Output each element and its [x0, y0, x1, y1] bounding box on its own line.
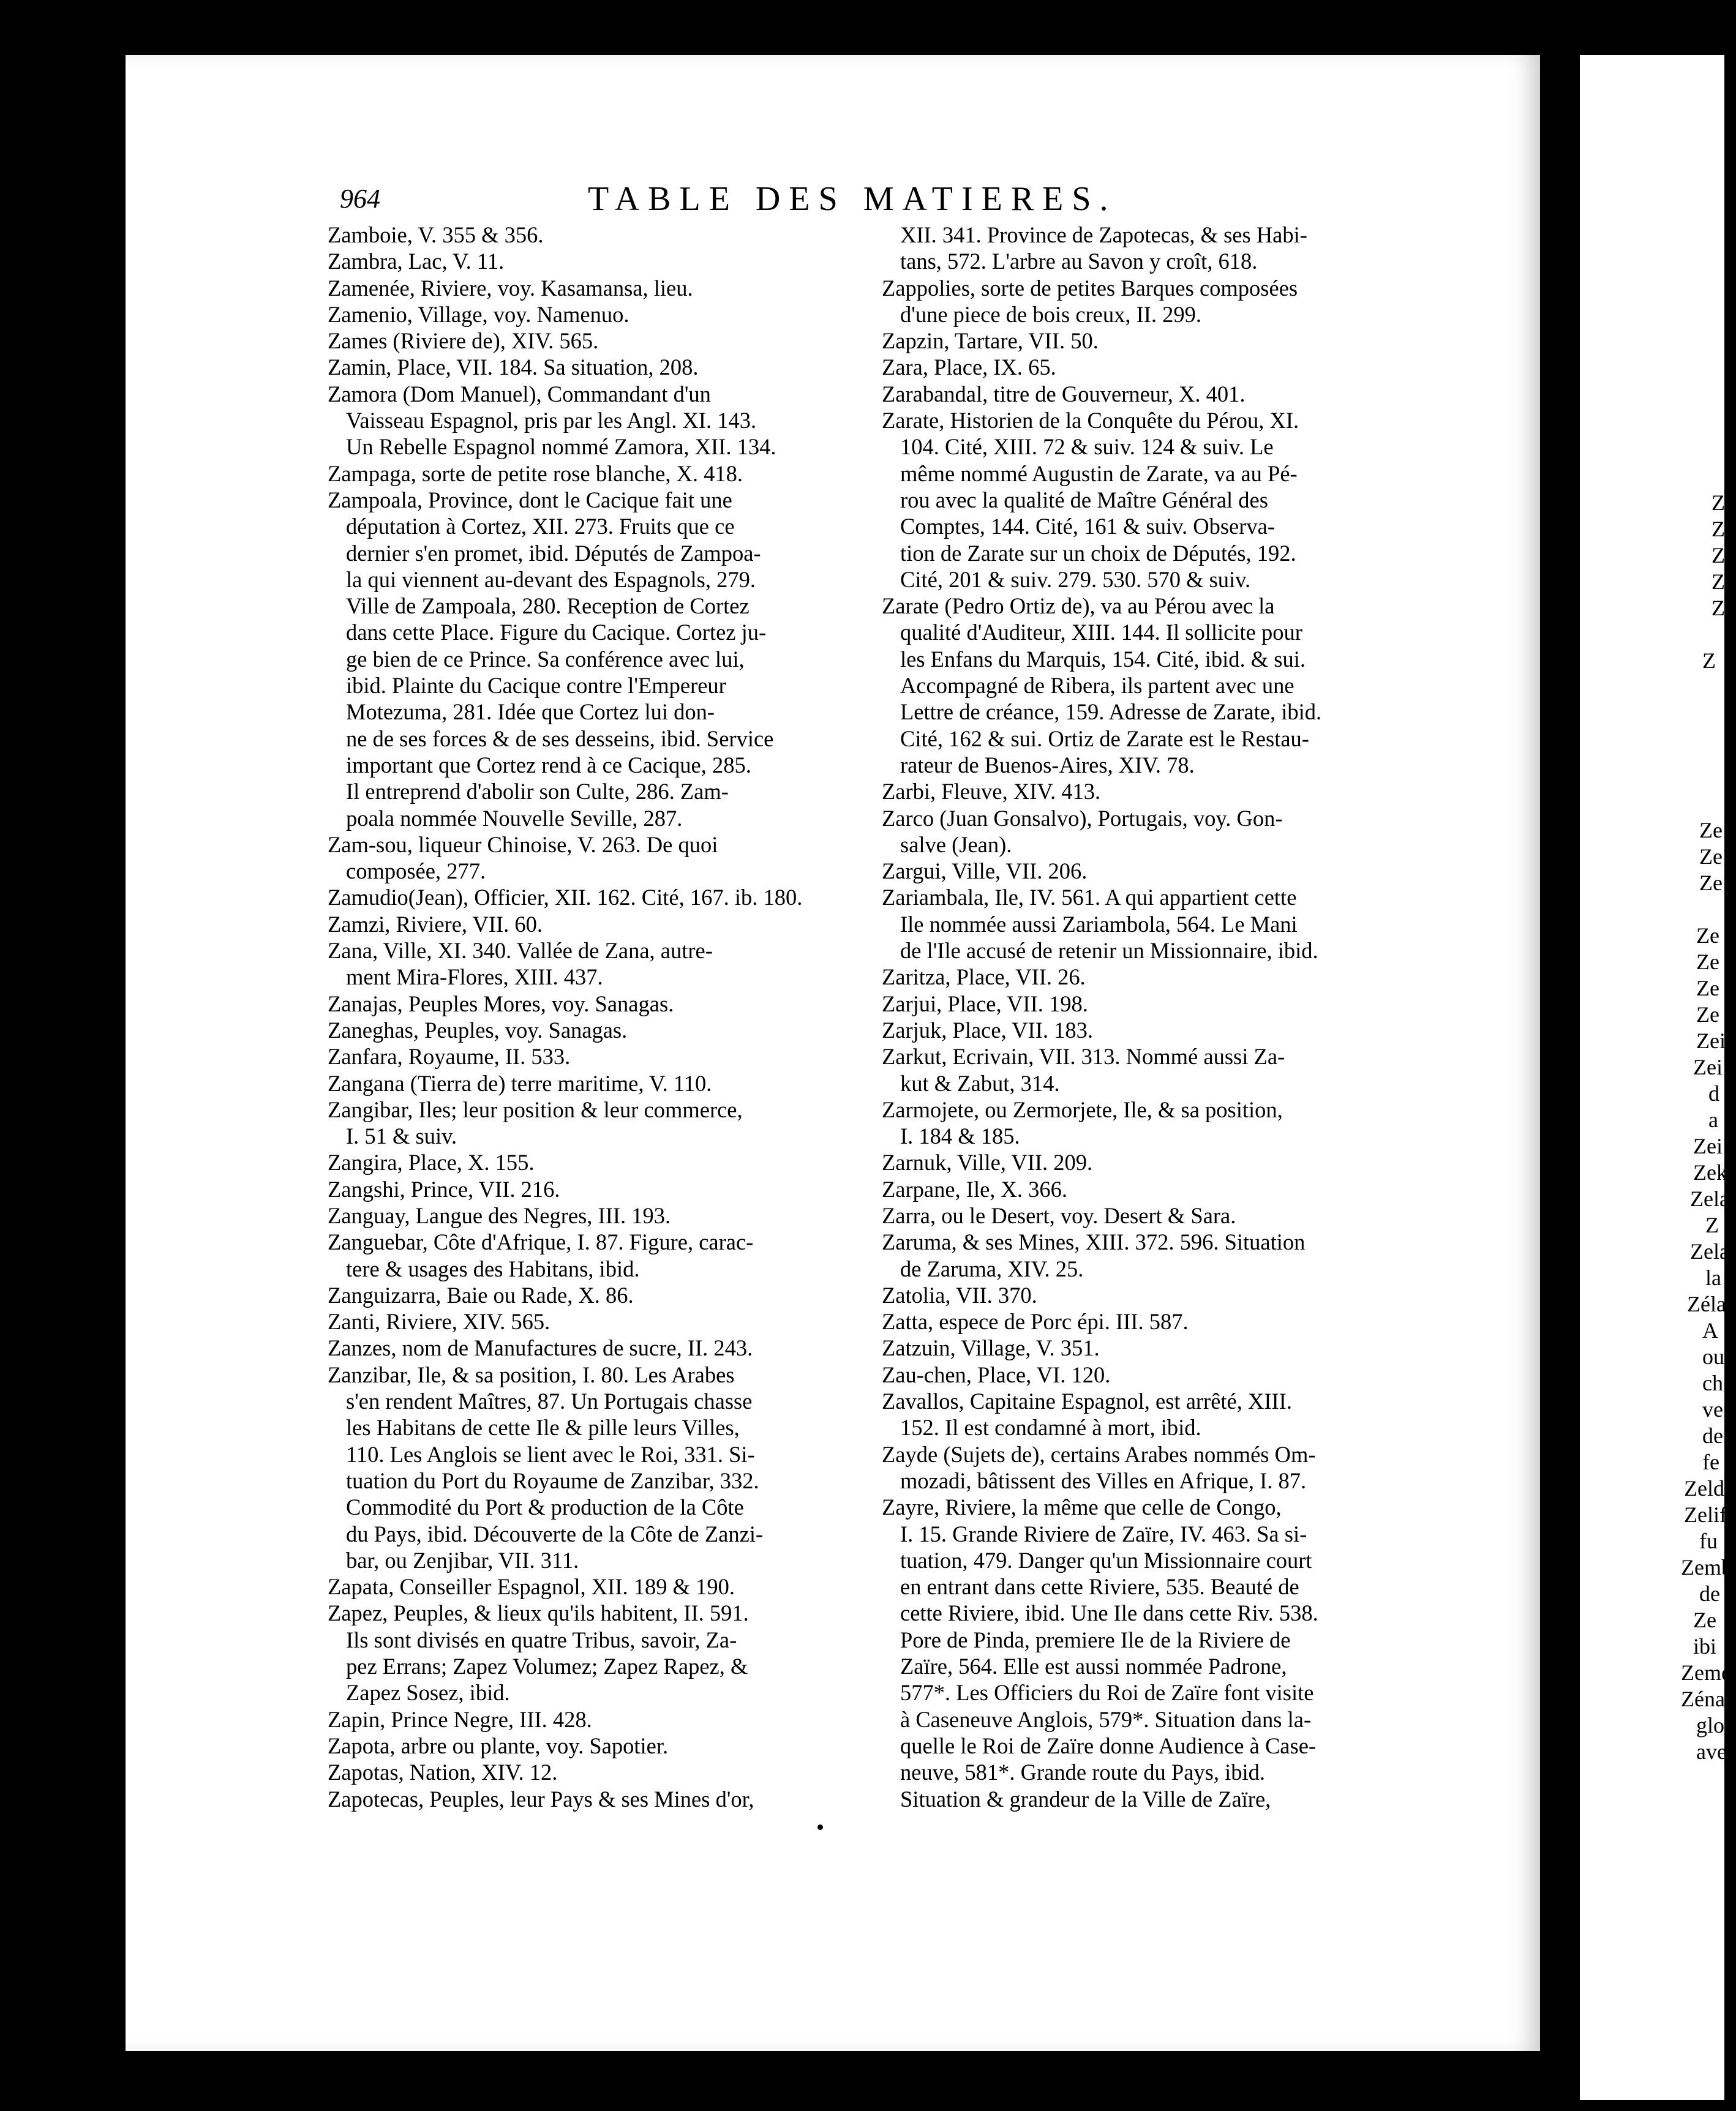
index-entry-line: Il entreprend d'abolir son Culte, 286. Zam-	[346, 779, 729, 804]
index-entry-line: même nommé Augustin de Zarate, va au Pé-	[900, 460, 1298, 486]
index-entry-line: Pore de Pinda, premiere Ile de la Riviere de	[900, 1627, 1291, 1652]
index-entry-line: Zambra, Lac, V. 11.	[328, 249, 505, 274]
index-entry-line: députation à Cortez, XII. 273. Fruits que ce	[346, 514, 735, 539]
index-entry-line: s'en rendent Maîtres, 87. Un Portugais chasse	[346, 1389, 753, 1414]
index-entry-line: Zara, Place, IX. 65.	[882, 354, 1056, 380]
index-entry-line: Zayde (Sujets de), certains Arabes nommés Om-	[882, 1441, 1316, 1467]
index-entry-line: kut & Zabut, 314.	[900, 1070, 1060, 1096]
index-entry-line: 110. Les Anglois se lient avec le Roi, 331. Si-	[346, 1441, 755, 1467]
index-entry-line: tans, 572. L'arbre au Savon y croît, 618.	[900, 249, 1258, 274]
index-entry-line: tere & usages des Habitans, ibid.	[346, 1256, 640, 1281]
index-entry-line: Zarate (Pedro Ortiz de), va au Pérou avec la	[882, 593, 1275, 619]
index-entry-line: tuation, 479. Danger qu'un Missionnaire court	[900, 1547, 1312, 1573]
index-entry-line: ment Mira-Flores, XIII. 437.	[346, 964, 603, 990]
index-entry-line: d'une piece de bois creux, II. 299.	[900, 301, 1202, 327]
index-entry-line: rou avec la qualité de Maître Général des	[900, 487, 1268, 512]
index-entry-line: tuation du Port du Royaume de Zanzibar, 332.	[346, 1468, 759, 1493]
index-entry-line: Ville de Zampoala, 280. Reception de Cortez	[346, 593, 750, 619]
index-entry-line: Lettre de créance, 159. Adresse de Zarate, ibid.	[900, 699, 1322, 725]
index-entry-line: Zangana (Tierra de) terre maritime, V. 110.	[328, 1070, 712, 1096]
index-entry-line: Motezuma, 281. Idée que Cortez lui don-	[346, 699, 715, 725]
index-entry-line: important que Cortez rend à ce Cacique, 285.	[346, 752, 751, 778]
index-entry-line: I. 51 & suiv.	[346, 1123, 457, 1149]
index-entry-line: Zapata, Conseiller Espagnol, XII. 189 & 190.	[328, 1574, 735, 1600]
index-entry-line: Zarco (Juan Gonsalvo), Portugais, voy. Gon-	[882, 805, 1283, 831]
index-entry-line: ibid. Plainte du Cacique contre l'Empereur	[346, 673, 726, 699]
index-entry-line: Zapez Sosez, ibid.	[346, 1680, 510, 1706]
index-entry-line: Zampoala, Province, dont le Cacique fait une	[328, 487, 732, 512]
index-entry-line: Zappolies, sorte de petites Barques composées	[882, 275, 1298, 301]
index-entry-line: Zapotecas, Peuples, leur Pays & ses Mines d'or,	[328, 1786, 754, 1812]
index-entry-line: Zariambala, Ile, IV. 561. A qui appartient cette	[882, 885, 1297, 910]
index-entry-line: Zamudio(Jean), Officier, XII. 162. Cité, 167. ib. 180.	[328, 885, 803, 910]
index-entry-line: Zanajas, Peuples Mores, voy. Sanagas.	[328, 991, 674, 1016]
index-entry-line: Comptes, 144. Cité, 161 & suiv. Observa-	[900, 514, 1275, 539]
index-entry-line: Zarnuk, Ville, VII. 209.	[882, 1150, 1093, 1175]
index-entry-line: Zatta, espece de Porc épi. III. 587.	[882, 1309, 1189, 1335]
index-entry-line: Zatolia, VII. 370.	[882, 1282, 1037, 1308]
index-entry-line: de l'Ile accusé de retenir un Missionnaire, ibid.	[900, 938, 1318, 964]
index-entry-line: qualité d'Auditeur, XIII. 144. Il sollicite pour	[900, 620, 1302, 645]
index-entry-line: Zapin, Prince Negre, III. 428.	[328, 1706, 592, 1732]
index-entry-line: Zapotas, Nation, XIV. 12.	[328, 1760, 558, 1785]
index-entry-line: Zarabandal, titre de Gouverneur, X. 401.	[882, 381, 1246, 407]
index-entry-line: quelle le Roi de Zaïre donne Audience à Case-	[900, 1733, 1317, 1758]
index-entry-line: Zaïre, 564. Elle est aussi nommée Padrone,	[900, 1654, 1287, 1679]
index-entry-line: Zanti, Riviere, XIV. 565.	[328, 1309, 550, 1335]
index-entry-line: tion de Zarate sur un choix de Députés, 192.	[900, 540, 1296, 566]
index-entry-line: Un Rebelle Espagnol nommé Zamora, XII. 134.	[346, 434, 776, 460]
index-entry-line: Zanzibar, Ile, & sa position, I. 80. Les Arabes	[328, 1362, 735, 1387]
index-entry-line: mozadi, bâtissent des Villes en Afrique, I. 87.	[900, 1468, 1307, 1493]
index-entry-line: Zampaga, sorte de petite rose blanche, X. 418.	[328, 460, 743, 486]
index-entry-line: Vaisseau Espagnol, pris par les Angl. XI. 143.	[346, 408, 757, 433]
index-entry-line: Zargui, Ville, VII. 206.	[882, 858, 1088, 884]
index-entry-line: Zaruma, & ses Mines, XIII. 372. 596. Situation	[882, 1229, 1306, 1255]
index-entry-line: Accompagné de Ribera, ils partent avec une	[900, 673, 1294, 699]
index-entry-line: Zanfara, Royaume, II. 533.	[328, 1044, 571, 1070]
index-entry-line: Situation & grandeur de la Ville de Zaïre,	[900, 1786, 1271, 1812]
index-entry-line: Zangibar, Iles; leur position & leur commerce,	[328, 1097, 743, 1122]
index-entry-line: Zarjuk, Place, VII. 183.	[882, 1017, 1093, 1043]
index-entry-line: Zarate, Historien de la Conquête du Pérou, XI.	[882, 408, 1299, 433]
index-entry-line: Zarjui, Place, VII. 198.	[882, 991, 1088, 1016]
index-entry-line: Zau-chen, Place, VI. 120.	[882, 1362, 1111, 1387]
index-entry-line: à Caseneuve Anglois, 579*. Situation dans la-	[900, 1706, 1312, 1732]
index-entry-line: du Pays, ibid. Découverte de la Côte de Zanzi-	[346, 1521, 764, 1547]
ink-dot	[817, 1824, 823, 1830]
index-entry-line: dernier s'en promet, ibid. Députés de Zampoa-	[346, 540, 761, 566]
index-entry-line: XII. 341. Province de Zapotecas, & ses Habi-	[900, 222, 1307, 247]
index-entry-line: Commodité du Port & production de la Côte	[346, 1494, 744, 1520]
page-number: 964	[340, 184, 380, 214]
index-entry-line: bar, ou Zenjibar, VII. 311.	[346, 1547, 579, 1573]
index-entry-line: en entrant dans cette Riviere, 535. Beauté de	[900, 1574, 1299, 1600]
index-entry-line: I. 15. Grande Riviere de Zaïre, IV. 463. Sa si-	[900, 1521, 1307, 1547]
index-entry-line: Zanguay, Langue des Negres, III. 193.	[328, 1202, 671, 1228]
index-entry-line: 152. Il est condamné à mort, ibid.	[900, 1415, 1201, 1441]
index-entry-line: Ils sont divisés en quatre Tribus, savoir, Za-	[346, 1627, 737, 1652]
index-entry-line: Zangshi, Prince, VII. 216.	[328, 1176, 560, 1202]
index-entry-line: 104. Cité, XIII. 72 & suiv. 124 & suiv. Le	[900, 434, 1274, 460]
index-entry-line: poala nommée Nouvelle Seville, 287.	[346, 805, 683, 831]
index-entry-line: Zames (Riviere de), XIV. 565.	[328, 328, 599, 354]
index-entry-line: Zam-sou, liqueur Chinoise, V. 263. De quoi	[328, 831, 718, 857]
index-entry-line: Zamzi, Riviere, VII. 60.	[328, 911, 543, 937]
index-entry-line: Zamenée, Riviere, voy. Kasamansa, lieu.	[328, 275, 693, 301]
index-entry-line: ge bien de ce Prince. Sa conférence avec lui,	[346, 646, 745, 672]
index-entry-line: Zarra, ou le Desert, voy. Desert & Sara.	[882, 1202, 1236, 1228]
index-entry-line: Zarkut, Ecrivain, VII. 313. Nommé aussi Za-	[882, 1044, 1285, 1070]
index-entry-line: Zanguizarra, Baie ou Rade, X. 86.	[328, 1282, 634, 1308]
index-entry-line: dans cette Place. Figure du Cacique. Cortez ju-	[346, 620, 767, 645]
index-entry-line: Zarmojete, ou Zermorjete, Ile, & sa position,	[882, 1097, 1283, 1122]
index-entry-line: la qui viennent au-devant des Espagnols, 279.	[346, 566, 756, 592]
index-entry-line: Zanzes, nom de Manufactures de sucre, II. 243.	[328, 1335, 753, 1361]
index-entry-line: Zana, Ville, XI. 340. Vallée de Zana, autre-	[328, 938, 713, 964]
index-entry-line: Zaritza, Place, VII. 26.	[882, 964, 1086, 990]
index-entry-line: Zamin, Place, VII. 184. Sa situation, 208.	[328, 354, 699, 380]
index-entry-line: pez Errans; Zapez Volumez; Zapez Rapez, &	[346, 1654, 748, 1679]
index-entry-line: rateur de Buenos-Aires, XIV. 78.	[900, 752, 1195, 778]
index-entry-line: Zavallos, Capitaine Espagnol, est arrêté, XIII.	[882, 1389, 1292, 1414]
index-column-left	[328, 222, 866, 1812]
index-entry-line: Zaneghas, Peuples, voy. Sanagas.	[328, 1017, 628, 1043]
index-entry-line: Zarbi, Fleuve, XIV. 413.	[882, 779, 1101, 804]
index-entry-line: Ile nommée aussi Zariambola, 564. Le Mani	[900, 911, 1298, 937]
index-column-right	[882, 222, 1421, 1812]
index-entry-line: Zapzin, Tartare, VII. 50.	[882, 328, 1099, 354]
index-entry-line: ne de ses forces & de ses desseins, ibid. Service	[346, 726, 774, 751]
index-entry-line: Zamboie, V. 355 & 356.	[328, 222, 544, 247]
index-entry-line: salve (Jean).	[900, 831, 1012, 857]
index-entry-line: Zatzuin, Village, V. 351.	[882, 1335, 1100, 1361]
index-entry-line: neuve, 581*. Grande route du Pays, ibid.	[900, 1760, 1266, 1785]
index-entry-line: I. 184 & 185.	[900, 1123, 1020, 1149]
index-entry-line: composée, 277.	[346, 858, 486, 884]
index-entry-line: Zanguebar, Côte d'Afrique, I. 87. Figure, carac-	[328, 1229, 754, 1255]
next-page-edge: Z Z Z Z Z Z Ze Ze Ze Ze Ze Ze Ze Zei Zei d a Zei Zek Zela Z Zela la Zéla A ou ch ve de fe Zelda Zelif fu Zemb de Ze ibi Zeme Zénau glo ave	[1580, 55, 1724, 2100]
index-entry-line: les Habitans de cette Ile & pille leurs Villes,	[346, 1415, 740, 1441]
index-entry-line: 577*. Les Officiers du Roi de Zaïre font visite	[900, 1680, 1314, 1706]
index-entry-line: Zapez, Peuples, & lieux qu'ils habitent, II. 591.	[328, 1600, 749, 1626]
index-entry-line: Zapota, arbre ou plante, voy. Sapotier.	[328, 1733, 669, 1758]
index-entry-line: de Zaruma, XIV. 25.	[900, 1256, 1084, 1281]
index-entry-line: Cité, 201 & suiv. 279. 530. 570 & suiv.	[900, 566, 1251, 592]
index-entry-line: Zayre, Riviere, la même que celle de Congo,	[882, 1494, 1282, 1520]
running-title: TABLE DES MATIERES.	[588, 180, 1117, 218]
index-entry-line: Zamenio, Village, voy. Namenuo.	[328, 301, 629, 327]
index-entry-line: cette Riviere, ibid. Une Ile dans cette Riv. 538.	[900, 1600, 1318, 1626]
index-entry-line: Zamora (Dom Manuel), Commandant d'un	[328, 381, 711, 407]
index-entry-line: Cité, 162 & sui. Ortiz de Zarate est le Restau-	[900, 726, 1309, 751]
index-entry-line: les Enfans du Marquis, 154. Cité, ibid. & sui.	[900, 646, 1306, 672]
index-entry-line: Zangira, Place, X. 155.	[328, 1150, 535, 1175]
index-entry-line: Zarpane, Ile, X. 366.	[882, 1176, 1068, 1202]
